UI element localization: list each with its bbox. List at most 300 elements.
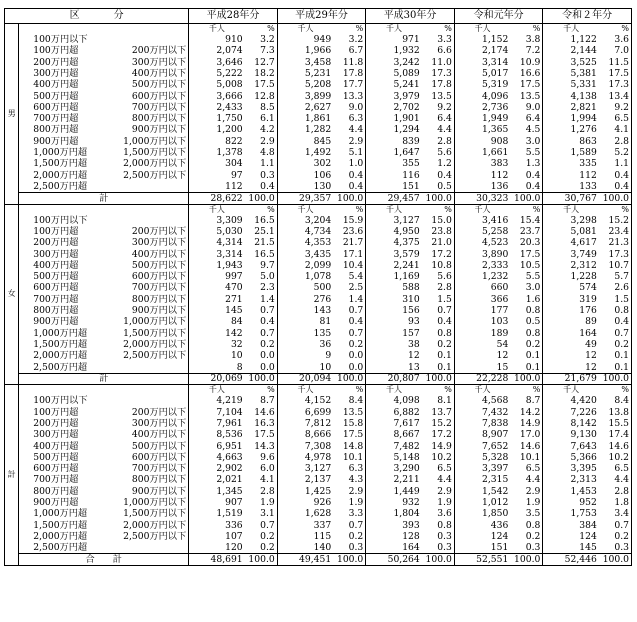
percent-value: 2.9	[260, 135, 275, 147]
bracket-from: 100万円超	[33, 406, 79, 418]
unit-percent-label: %	[355, 385, 364, 395]
count-value: 10	[277, 362, 333, 374]
percent-value: 6.5	[599, 113, 632, 124]
count-value: 106	[277, 170, 333, 181]
percent-value: 0.4	[599, 316, 632, 327]
bracket-from: 400万円超	[33, 79, 79, 91]
percent-value: 1.6	[525, 293, 541, 305]
unit-amount-label: 千人	[277, 385, 333, 396]
count-value: 135	[277, 328, 333, 339]
unit-percent-label: %	[444, 204, 452, 214]
bracket-to: 2,500万円以下	[123, 530, 187, 542]
section-label: 女	[5, 204, 19, 385]
percent-value: 25.1	[254, 226, 275, 237]
count-value: 164	[543, 328, 599, 339]
bracket-to	[99, 215, 189, 226]
count-value: 1,589	[543, 147, 599, 158]
percent-value: 15.2	[599, 215, 632, 226]
count-value: 3,314	[189, 249, 245, 260]
count-value: 383	[454, 158, 510, 169]
table-row	[5, 181, 632, 193]
percent-value: 0.7	[260, 327, 275, 339]
count-value: 1,078	[277, 271, 333, 282]
bracket-from: 1,000万円超	[33, 508, 88, 520]
percent-value: 17.2	[431, 248, 452, 260]
count-value: 1,949	[454, 113, 510, 124]
table-row	[5, 316, 632, 327]
percent-value: 10.1	[519, 451, 541, 463]
count-value: 3,290	[366, 463, 422, 474]
count-value: 103	[454, 316, 510, 327]
table-row	[5, 463, 632, 474]
percent-value: 8.4	[599, 395, 632, 406]
count-value: 136	[454, 181, 510, 193]
bracket-to: 1,500万円以下	[123, 147, 187, 159]
count-value: 151	[366, 181, 422, 193]
percent-value: 6.3	[348, 113, 364, 125]
percent-value: 23.6	[342, 226, 364, 237]
bracket-to: 800万円以下	[131, 293, 187, 305]
percent-value: 0.2	[260, 338, 275, 350]
bracket-from: 300万円超	[33, 429, 79, 441]
count-value: 1,943	[189, 260, 245, 271]
count-value: 863	[543, 136, 599, 147]
count-value: 5,008	[189, 79, 245, 90]
percent-value: 0.2	[260, 530, 275, 542]
percent-value: 2.9	[525, 485, 541, 497]
count-value: 3,204	[277, 215, 333, 226]
count-value: 1,647	[366, 147, 422, 158]
unit-percent-label: %	[532, 204, 541, 214]
count-value: 5,241	[366, 79, 422, 90]
total-count-value: 52,446	[543, 554, 599, 566]
percent-value: 0.1	[599, 350, 632, 361]
count-value: 337	[277, 520, 333, 531]
count-value: 81	[277, 316, 333, 327]
bracket-to: 800万円以下	[131, 474, 187, 486]
percent-value: 1.5	[599, 294, 632, 305]
count-value: 1,750	[189, 113, 245, 124]
count-value: 12	[454, 350, 510, 361]
percent-value: 0.5	[525, 316, 541, 328]
count-value: 1,152	[454, 34, 510, 45]
year-header-2018: 平成30年分	[366, 9, 455, 24]
count-value: 6,882	[366, 407, 422, 418]
unit-amount-label: 千人	[277, 24, 333, 35]
percent-value: 2.8	[599, 486, 632, 497]
percent-value: 8.5	[260, 101, 275, 113]
count-value: 3,298	[543, 215, 599, 226]
unit-amount-label: 千人	[454, 24, 510, 35]
bracket-to: 200万円以下	[131, 406, 187, 418]
bracket-to: 200万円以下	[131, 45, 187, 57]
total-percent-value: 100.0	[510, 373, 543, 385]
count-value: 116	[366, 170, 422, 181]
count-value: 5,258	[454, 226, 510, 237]
count-value: 5,148	[366, 452, 422, 463]
count-value: 5,081	[543, 226, 599, 237]
count-value: 13	[366, 362, 422, 374]
total-count-value: 28,622	[189, 193, 245, 205]
table-row	[5, 350, 632, 361]
total-percent-value: 100.0	[422, 554, 455, 566]
count-value: 2,174	[454, 45, 510, 56]
percent-value: 0.8	[599, 305, 632, 316]
bracket-to: 400万円以下	[131, 248, 187, 260]
unit-percent-label: %	[532, 24, 541, 33]
income-distribution-table-container	[4, 8, 632, 566]
bracket-to: 700万円以下	[131, 463, 187, 475]
percent-value: 4.4	[437, 124, 452, 136]
header-row	[5, 9, 632, 24]
bracket-to: 400万円以下	[131, 429, 187, 441]
percent-value: 0.1	[437, 361, 452, 373]
count-value: 1,542	[454, 486, 510, 497]
table-row	[5, 226, 632, 237]
count-value: 2,074	[189, 45, 245, 56]
bracket-to: 1,500万円以下	[123, 327, 187, 339]
percent-value: 0.2	[525, 530, 541, 542]
category-header: 区分	[5, 9, 189, 24]
bracket-from: 100万円超	[33, 45, 79, 57]
count-value: 9,130	[543, 429, 599, 440]
percent-value: 2.8	[437, 282, 452, 294]
count-value: 839	[366, 136, 422, 147]
total-percent-value: 100.0	[333, 554, 366, 566]
unit-percent-label: %	[355, 24, 364, 33]
bracket-from: 500万円超	[33, 90, 79, 102]
percent-value: 9.0	[348, 101, 364, 113]
year-header-2020: 令和２年分	[543, 9, 632, 24]
table-row	[5, 362, 632, 374]
count-value: 1,012	[454, 497, 510, 508]
total-percent-value: 100.0	[245, 193, 278, 205]
percent-value: 21.0	[431, 237, 452, 249]
count-value: 7,104	[189, 407, 245, 418]
bracket-to	[99, 34, 189, 45]
percent-value: 4.4	[525, 474, 541, 486]
unit-percent-label: %	[355, 204, 364, 214]
bracket-to: 2,000万円以下	[123, 519, 187, 531]
count-value: 112	[454, 170, 510, 181]
table-row	[5, 170, 632, 181]
percent-value: 6.5	[525, 463, 541, 475]
percent-value: 13.5	[342, 406, 364, 418]
percent-value: 1.1	[599, 158, 632, 169]
count-value: 7,308	[277, 441, 333, 452]
count-value: 500	[277, 282, 333, 293]
percent-value: 2.9	[348, 485, 364, 497]
total-count-value: 21,679	[543, 373, 599, 385]
percent-value: 8.7	[260, 395, 275, 407]
count-value: 8,142	[543, 418, 599, 429]
count-value: 319	[543, 294, 599, 305]
percent-value: 0.7	[348, 519, 364, 531]
count-value: 2,021	[189, 474, 245, 485]
percent-value: 5.5	[525, 271, 541, 283]
table-row	[5, 113, 632, 124]
unit-amount-label: 千人	[277, 204, 333, 215]
count-value: 3,979	[366, 90, 422, 101]
count-value: 1,453	[543, 486, 599, 497]
count-value: 157	[366, 328, 422, 339]
percent-value: 17.3	[599, 249, 632, 260]
count-value: 10	[189, 350, 245, 361]
count-value: 845	[277, 136, 333, 147]
percent-value: 0.7	[260, 305, 275, 317]
count-value: 3,899	[277, 90, 333, 101]
percent-value: 1.2	[437, 158, 452, 170]
bracket-to: 2,500万円以下	[123, 169, 187, 181]
percent-value: 15.0	[431, 214, 452, 226]
percent-value: 4.4	[599, 474, 632, 485]
percent-value: 3.6	[599, 34, 632, 45]
total-label: 計	[19, 373, 189, 385]
percent-value: 21.5	[254, 237, 275, 249]
unit-row	[5, 24, 632, 35]
count-value: 2,099	[277, 260, 333, 271]
percent-value: 0.3	[437, 530, 452, 542]
percent-value: 10.8	[431, 259, 452, 271]
count-value: 302	[277, 158, 333, 169]
percent-value: 3.8	[525, 34, 541, 46]
bracket-to: 200万円以下	[131, 226, 187, 237]
percent-value: 8.1	[437, 395, 452, 407]
percent-value: 0.1	[525, 350, 541, 362]
count-value: 120	[189, 542, 245, 554]
bracket-from: 2,000万円超	[33, 530, 88, 542]
percent-value: 0.0	[260, 350, 275, 362]
percent-value: 4.8	[260, 147, 275, 159]
percent-value: 2.9	[348, 135, 364, 147]
count-value: 8,667	[366, 429, 422, 440]
count-value: 124	[543, 531, 599, 542]
percent-value: 6.5	[599, 463, 632, 474]
count-value: 1,932	[366, 45, 422, 56]
bracket-from: 800万円超	[33, 485, 79, 497]
unit-percent-label: %	[599, 204, 632, 215]
count-value: 3,749	[543, 249, 599, 260]
percent-value: 0.0	[260, 361, 275, 373]
percent-value: 14.6	[599, 441, 632, 452]
bracket-from: 600万円超	[33, 101, 79, 113]
percent-value: 0.4	[348, 316, 364, 328]
count-value: 1,861	[277, 113, 333, 124]
bracket-to	[99, 542, 189, 554]
total-percent-value: 100.0	[599, 373, 632, 385]
bracket-from: 100万円以下	[33, 395, 88, 407]
percent-value: 17.5	[254, 79, 275, 91]
percent-value: 1.1	[260, 158, 275, 170]
count-value: 5,030	[189, 226, 245, 237]
unit-amount-label: 千人	[454, 204, 510, 215]
percent-value: 0.4	[260, 316, 275, 328]
bracket-from: 400万円超	[33, 440, 79, 452]
percent-value: 0.2	[599, 531, 632, 542]
count-value: 5,208	[277, 79, 333, 90]
unit-amount-label: 千人	[454, 385, 510, 396]
total-count-value: 20,069	[189, 373, 245, 385]
count-value: 38	[366, 339, 422, 350]
percent-value: 2.8	[599, 136, 632, 147]
bracket-to: 2,500万円以下	[123, 350, 187, 362]
percent-value: 0.2	[437, 338, 452, 350]
count-value: 470	[189, 282, 245, 293]
percent-value: 15.5	[599, 418, 632, 429]
total-percent-value: 100.0	[599, 554, 632, 566]
count-value: 4,219	[189, 395, 245, 406]
table-row	[5, 520, 632, 531]
percent-value: 4.4	[348, 124, 364, 136]
count-value: 107	[189, 531, 245, 542]
count-value: 5,328	[454, 452, 510, 463]
count-value: 4,138	[543, 90, 599, 101]
percent-value: 0.3	[348, 542, 364, 554]
count-value: 145	[189, 305, 245, 316]
table-row	[5, 102, 632, 113]
total-count-value: 29,457	[366, 193, 422, 205]
total-label: 合計	[19, 554, 189, 566]
count-value: 3,890	[454, 249, 510, 260]
table-row	[5, 486, 632, 497]
percent-value: 23.8	[431, 226, 452, 237]
percent-value: 2.5	[348, 282, 364, 294]
count-value: 1,276	[543, 124, 599, 135]
bracket-to	[99, 362, 189, 374]
count-value: 4,617	[543, 237, 599, 248]
total-count-value: 52,551	[454, 554, 510, 566]
count-value: 2,313	[543, 474, 599, 485]
count-value: 3,395	[543, 463, 599, 474]
unit-amount-label: 千人	[543, 385, 599, 396]
count-value: 3,127	[366, 215, 422, 226]
percent-value: 1.9	[437, 497, 452, 509]
table-row	[5, 328, 632, 339]
count-value: 1,365	[454, 124, 510, 135]
table-row	[5, 452, 632, 463]
bracket-from: 600万円超	[33, 463, 79, 475]
percent-value: 2.9	[437, 485, 452, 497]
percent-value: 17.5	[519, 248, 541, 260]
count-value: 8	[189, 362, 245, 374]
percent-value: 0.4	[260, 180, 275, 192]
table-row	[5, 429, 632, 440]
count-value: 2,902	[189, 463, 245, 474]
count-value: 133	[543, 181, 599, 193]
bracket-to: 900万円以下	[131, 485, 187, 497]
percent-value: 0.2	[525, 338, 541, 350]
count-value: 908	[454, 136, 510, 147]
count-value: 6,951	[189, 441, 245, 452]
table-row	[5, 271, 632, 282]
count-value: 9	[277, 350, 333, 361]
unit-amount-label: 千人	[366, 204, 422, 215]
table-row	[5, 497, 632, 508]
count-value: 2,144	[543, 45, 599, 56]
count-value: 588	[366, 282, 422, 293]
percent-value: 3.0	[525, 135, 541, 147]
percent-value: 7.2	[525, 45, 541, 57]
percent-value: 3.6	[437, 508, 452, 520]
percent-value: 0.8	[525, 327, 541, 339]
count-value: 4,098	[366, 395, 422, 406]
percent-value: 13.4	[599, 90, 632, 101]
count-value: 6,699	[277, 407, 333, 418]
bracket-from: 100万円以下	[33, 34, 88, 46]
count-value: 822	[189, 136, 245, 147]
percent-value: 2.3	[260, 282, 275, 294]
count-value: 1,200	[189, 124, 245, 135]
unit-percent-label: %	[532, 385, 541, 395]
count-value: 366	[454, 294, 510, 305]
bracket-to: 700万円以下	[131, 282, 187, 294]
count-value: 7,617	[366, 418, 422, 429]
table-row	[5, 474, 632, 485]
count-value: 2,241	[366, 260, 422, 271]
bracket-to: 600万円以下	[131, 90, 187, 102]
percent-value: 8.7	[525, 395, 541, 407]
total-percent-value: 100.0	[510, 554, 543, 566]
percent-value: 0.7	[437, 305, 452, 317]
percent-value: 13.7	[431, 406, 452, 418]
unit-amount-label: 千人	[189, 204, 245, 215]
percent-value: 0.3	[525, 542, 541, 554]
bracket-to: 2,000万円以下	[123, 158, 187, 170]
percent-value: 6.3	[348, 463, 364, 475]
count-value: 393	[366, 520, 422, 531]
percent-value: 0.0	[348, 361, 364, 373]
percent-value: 10.2	[599, 452, 632, 463]
count-value: 1,449	[366, 486, 422, 497]
bracket-from: 200万円超	[33, 56, 79, 68]
percent-value: 4.5	[525, 124, 541, 136]
count-value: 304	[189, 158, 245, 169]
percent-value: 16.3	[254, 417, 275, 429]
total-count-value: 48,691	[189, 554, 245, 566]
count-value: 54	[454, 339, 510, 350]
percent-value: 14.9	[431, 440, 452, 452]
count-value: 7,226	[543, 407, 599, 418]
count-value: 952	[543, 497, 599, 508]
percent-value: 1.5	[437, 293, 452, 305]
count-value: 932	[366, 497, 422, 508]
bracket-to: 1,000万円以下	[123, 135, 187, 147]
total-percent-value: 100.0	[599, 193, 632, 205]
year-header-2019: 令和元年分	[454, 9, 543, 24]
percent-value: 6.4	[525, 113, 541, 125]
percent-value: 2.8	[260, 485, 275, 497]
bracket-from: 2,000万円超	[33, 169, 88, 181]
count-value: 7,432	[454, 407, 510, 418]
count-value: 4,568	[454, 395, 510, 406]
percent-value: 14.2	[519, 406, 541, 418]
percent-value: 0.7	[260, 519, 275, 531]
count-value: 89	[543, 316, 599, 327]
count-value: 176	[543, 305, 599, 316]
bracket-from: 2,500万円超	[33, 542, 88, 554]
percent-value: 5.7	[599, 271, 632, 282]
count-value: 574	[543, 282, 599, 293]
percent-value: 15.4	[519, 214, 541, 226]
total-percent-value: 100.0	[245, 554, 278, 566]
percent-value: 12.7	[254, 56, 275, 68]
table-row	[5, 57, 632, 68]
percent-value: 4.1	[599, 124, 632, 135]
bracket-from: 700万円超	[33, 293, 79, 305]
count-value: 4,353	[277, 237, 333, 248]
count-value: 7,652	[454, 441, 510, 452]
count-value: 84	[189, 316, 245, 327]
